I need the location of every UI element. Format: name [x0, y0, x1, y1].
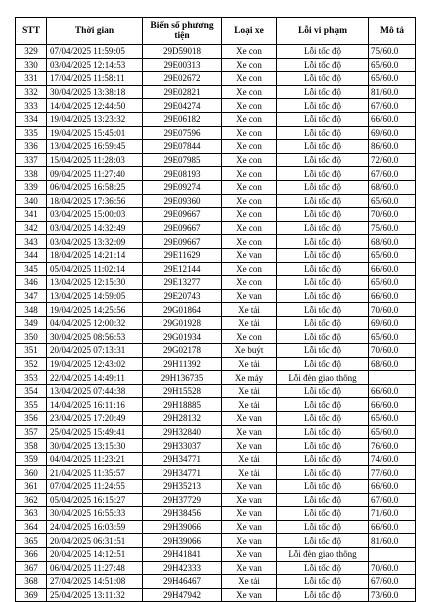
cell-violation: Lỗi tốc độ — [277, 384, 369, 398]
table-row — [16, 439, 416, 453]
cell-vehicle-type: Xe van — [222, 248, 277, 262]
cell-plate: 29H34771 — [143, 452, 222, 466]
table-row — [16, 534, 416, 548]
cell-plate: 29E09667 — [143, 235, 222, 249]
cell-stt: 335 — [16, 126, 47, 140]
table-row — [16, 208, 416, 222]
cell-description: 74/60.0 — [369, 452, 416, 466]
cell-time: 03/04/2025 13:32:09 — [47, 235, 143, 249]
cell-violation: Lỗi tốc độ — [277, 425, 369, 439]
table-row — [16, 371, 416, 385]
cell-description: 66/60.0 — [369, 384, 416, 398]
cell-description: 72/60.0 — [369, 153, 416, 167]
cell-violation: Lỗi tốc độ — [277, 208, 369, 222]
cell-violation: Lỗi tốc độ — [277, 561, 369, 575]
cell-vehicle-type: Xe van — [222, 547, 277, 561]
cell-violation: Lỗi tốc độ — [277, 235, 369, 249]
cell-vehicle-type: Xe con — [222, 112, 277, 126]
cell-stt: 336 — [16, 140, 47, 154]
table-row — [16, 112, 416, 126]
cell-time: 23/04/2025 17:20:49 — [47, 412, 143, 426]
cell-time: 05/04/2025 11:02:14 — [47, 262, 143, 276]
cell-stt: 332 — [16, 85, 47, 99]
cell-stt: 357 — [16, 425, 47, 439]
cell-time: 30/04/2025 13:15:30 — [47, 439, 143, 453]
cell-violation: Lỗi tốc độ — [277, 140, 369, 154]
cell-violation: Lỗi tốc độ — [277, 452, 369, 466]
cell-stt: 344 — [16, 248, 47, 262]
cell-plate: 29E07985 — [143, 153, 222, 167]
table-row — [16, 480, 416, 494]
cell-plate: 29G01934 — [143, 330, 222, 344]
cell-vehicle-type: Xe van — [222, 520, 277, 534]
table-row — [16, 126, 416, 140]
cell-violation: Lỗi tốc độ — [277, 112, 369, 126]
cell-violation: Lỗi tốc độ — [277, 276, 369, 290]
cell-vehicle-type: Xe tải — [222, 384, 277, 398]
table-row — [16, 235, 416, 249]
cell-violation: Lỗi tốc độ — [277, 289, 369, 303]
cell-plate: 29H42333 — [143, 561, 222, 575]
cell-plate: 29E09360 — [143, 194, 222, 208]
cell-violation: Lỗi tốc độ — [277, 99, 369, 113]
header-violation: Lỗi vi phạm — [277, 18, 369, 45]
cell-violation: Lỗi tốc độ — [277, 126, 369, 140]
cell-vehicle-type: Xe van — [222, 507, 277, 521]
table-row — [16, 167, 416, 181]
table-row — [16, 153, 416, 167]
cell-description: 66/60.0 — [369, 112, 416, 126]
cell-time: 13/04/2025 07:44:38 — [47, 384, 143, 398]
cell-description: 66/60.0 — [369, 480, 416, 494]
cell-violation: Lỗi tốc độ — [277, 248, 369, 262]
cell-plate: 29H34771 — [143, 466, 222, 480]
cell-time: 21/04/2025 11:35:57 — [47, 466, 143, 480]
cell-violation: Lỗi tốc độ — [277, 439, 369, 453]
cell-vehicle-type: Xe con — [222, 194, 277, 208]
cell-plate: 29H15528 — [143, 384, 222, 398]
cell-time: 19/04/2025 12:43:02 — [47, 357, 143, 371]
table-row — [16, 289, 416, 303]
cell-description: 66/60.0 — [369, 289, 416, 303]
cell-stt: 356 — [16, 412, 47, 426]
cell-plate: 29H35213 — [143, 480, 222, 494]
cell-stt: 339 — [16, 180, 47, 194]
cell-time: 03/04/2025 12:14:53 — [47, 58, 143, 72]
cell-vehicle-type: Xe con — [222, 99, 277, 113]
cell-time: 04/04/2025 12:00:32 — [47, 316, 143, 330]
cell-violation: Lỗi tốc độ — [277, 534, 369, 548]
table-row — [16, 547, 416, 561]
cell-time: 20/04/2025 14:12:51 — [47, 547, 143, 561]
table-row — [16, 520, 416, 534]
cell-vehicle-type: Xe van — [222, 412, 277, 426]
table-row — [16, 384, 416, 398]
table-row — [16, 330, 416, 344]
cell-vehicle-type: Xe buýt — [222, 344, 277, 358]
cell-stt: 341 — [16, 208, 47, 222]
cell-description: 81/60.0 — [369, 85, 416, 99]
cell-time: 14/04/2025 16:11:16 — [47, 398, 143, 412]
cell-plate: 29H37729 — [143, 493, 222, 507]
cell-description: 81/60.0 — [369, 534, 416, 548]
cell-time: 15/04/2025 11:28:03 — [47, 153, 143, 167]
cell-description: 70/60.0 — [369, 344, 416, 358]
cell-plate: 29D59018 — [143, 45, 222, 59]
table-row — [16, 493, 416, 507]
cell-description: 65/60.0 — [369, 72, 416, 86]
cell-violation: Lỗi tốc độ — [277, 398, 369, 412]
cell-violation: Lỗi tốc độ — [277, 507, 369, 521]
header-row — [16, 18, 416, 45]
cell-plate: 29E07844 — [143, 140, 222, 154]
table-row — [16, 262, 416, 276]
cell-description: 67/60.0 — [369, 167, 416, 181]
cell-time: 13/04/2025 12:15:30 — [47, 276, 143, 290]
header-time: Thời gian — [47, 18, 143, 45]
cell-plate: 29H32840 — [143, 425, 222, 439]
cell-time: 30/04/2025 16:55:33 — [47, 507, 143, 521]
cell-stt: 337 — [16, 153, 47, 167]
cell-stt: 366 — [16, 547, 47, 561]
cell-description: 86/60.0 — [369, 140, 416, 154]
table-row — [16, 58, 416, 72]
table-row — [16, 425, 416, 439]
cell-violation: Lỗi tốc độ — [277, 85, 369, 99]
cell-description — [369, 547, 416, 561]
table-row — [16, 398, 416, 412]
cell-plate: 29E02672 — [143, 72, 222, 86]
cell-violation: Lỗi tốc độ — [277, 262, 369, 276]
cell-violation: Lỗi tốc độ — [277, 316, 369, 330]
cell-stt: 365 — [16, 534, 47, 548]
cell-time: 19/04/2025 13:23:32 — [47, 112, 143, 126]
cell-vehicle-type: Xe con — [222, 85, 277, 99]
cell-description: 68/60.0 — [369, 357, 416, 371]
cell-time: 09/04/2025 11:27:40 — [47, 167, 143, 181]
cell-description: 75/60.0 — [369, 45, 416, 59]
cell-description: 67/60.0 — [369, 575, 416, 589]
header-plate: Biển số phương tiện — [143, 18, 222, 45]
cell-stt: 363 — [16, 507, 47, 521]
cell-plate: 29H136735 — [143, 371, 222, 385]
cell-vehicle-type: Xe van — [222, 289, 277, 303]
cell-description: 65/60.0 — [369, 412, 416, 426]
cell-stt: 361 — [16, 480, 47, 494]
cell-violation: Lỗi tốc độ — [277, 180, 369, 194]
cell-time: 13/04/2025 14:59:05 — [47, 289, 143, 303]
table-row — [16, 180, 416, 194]
cell-time: 30/04/2025 08:56:53 — [47, 330, 143, 344]
cell-violation: Lỗi tốc độ — [277, 344, 369, 358]
cell-stt: 342 — [16, 221, 47, 235]
cell-time: 18/04/2025 14:21:14 — [47, 248, 143, 262]
cell-vehicle-type: Xe tải — [222, 575, 277, 589]
cell-violation: Lỗi tốc độ — [277, 480, 369, 494]
table-row — [16, 221, 416, 235]
cell-plate: 29G01928 — [143, 316, 222, 330]
cell-violation: Lỗi tốc độ — [277, 167, 369, 181]
cell-time: 24/04/2025 16:03:59 — [47, 520, 143, 534]
cell-stt: 349 — [16, 316, 47, 330]
table-body — [16, 45, 416, 602]
table-row — [16, 85, 416, 99]
table-row — [16, 194, 416, 208]
cell-description: 65/60.0 — [369, 276, 416, 290]
cell-description: 65/60.0 — [369, 194, 416, 208]
cell-stt: 334 — [16, 112, 47, 126]
table-row — [16, 45, 416, 59]
cell-plate: 29E11629 — [143, 248, 222, 262]
cell-plate: 29H47942 — [143, 588, 222, 602]
violations-table — [15, 17, 416, 602]
header-vehicle-type: Loại xe — [222, 18, 277, 45]
cell-violation: Lỗi tốc độ — [277, 493, 369, 507]
cell-vehicle-type: Xe van — [222, 425, 277, 439]
cell-description: 65/60.0 — [369, 330, 416, 344]
cell-description: 77/60.0 — [369, 466, 416, 480]
table-row — [16, 248, 416, 262]
cell-time: 03/04/2025 14:32:49 — [47, 221, 143, 235]
cell-plate: 29E09667 — [143, 221, 222, 235]
cell-stt: 333 — [16, 99, 47, 113]
cell-plate: 29H39066 — [143, 534, 222, 548]
cell-time: 25/04/2025 13:11:32 — [47, 588, 143, 602]
cell-time: 25/04/2025 15:49:41 — [47, 425, 143, 439]
cell-vehicle-type: Xe con — [222, 153, 277, 167]
cell-description: 68/60.0 — [369, 235, 416, 249]
table-row — [16, 357, 416, 371]
cell-vehicle-type: Xe con — [222, 262, 277, 276]
cell-time: 20/04/2025 07:13:31 — [47, 344, 143, 358]
cell-time: 19/04/2025 14:25:56 — [47, 303, 143, 317]
cell-vehicle-type: Xe tải — [222, 357, 277, 371]
cell-plate: 29E09667 — [143, 208, 222, 222]
cell-plate: 29E08193 — [143, 167, 222, 181]
cell-stt: 367 — [16, 561, 47, 575]
cell-violation: Lỗi đèn giao thông — [277, 371, 369, 385]
cell-description: 70/60.0 — [369, 208, 416, 222]
table-row — [16, 412, 416, 426]
cell-description: 69/60.0 — [369, 126, 416, 140]
cell-plate: 29E07596 — [143, 126, 222, 140]
cell-stt: 330 — [16, 58, 47, 72]
cell-stt: 340 — [16, 194, 47, 208]
cell-plate: 29E04274 — [143, 99, 222, 113]
cell-stt: 348 — [16, 303, 47, 317]
cell-time: 07/04/2025 11:24:55 — [47, 480, 143, 494]
cell-description: 66/60.0 — [369, 262, 416, 276]
cell-plate: 29E20743 — [143, 289, 222, 303]
cell-stt: 353 — [16, 371, 47, 385]
cell-description: 75/60.0 — [369, 221, 416, 235]
cell-description: 66/60.0 — [369, 520, 416, 534]
cell-time: 27/04/2025 14:51:08 — [47, 575, 143, 589]
cell-vehicle-type: Xe con — [222, 126, 277, 140]
cell-stt: 329 — [16, 45, 47, 59]
cell-vehicle-type: Xe van — [222, 480, 277, 494]
table-row — [16, 99, 416, 113]
cell-plate: 29E06182 — [143, 112, 222, 126]
cell-time: 14/04/2025 12:44:50 — [47, 99, 143, 113]
cell-violation: Lỗi tốc độ — [277, 575, 369, 589]
table-row — [16, 72, 416, 86]
cell-vehicle-type: Xe tải — [222, 398, 277, 412]
cell-vehicle-type: Xe con — [222, 208, 277, 222]
cell-stt: 343 — [16, 235, 47, 249]
cell-violation: Lỗi tốc độ — [277, 330, 369, 344]
cell-vehicle-type: Xe tải — [222, 466, 277, 480]
cell-vehicle-type: Xe con — [222, 180, 277, 194]
cell-vehicle-type: Xe van — [222, 439, 277, 453]
cell-plate: 29H46467 — [143, 575, 222, 589]
cell-plate: 29H39066 — [143, 520, 222, 534]
cell-time: 03/04/2025 15:00:03 — [47, 208, 143, 222]
cell-stt: 352 — [16, 357, 47, 371]
cell-stt: 362 — [16, 493, 47, 507]
cell-plate: 29E09274 — [143, 180, 222, 194]
cell-plate: 29E02821 — [143, 85, 222, 99]
cell-vehicle-type: Xe con — [222, 58, 277, 72]
cell-stt: 347 — [16, 289, 47, 303]
cell-violation: Lỗi tốc độ — [277, 45, 369, 59]
cell-plate: 29H11392 — [143, 357, 222, 371]
cell-time: 05/04/2025 16:15:27 — [47, 493, 143, 507]
cell-stt: 369 — [16, 588, 47, 602]
cell-time: 07/04/2025 11:59:05 — [47, 45, 143, 59]
cell-time: 20/04/2025 06:31:51 — [47, 534, 143, 548]
cell-violation: Lỗi tốc độ — [277, 221, 369, 235]
table-row — [16, 303, 416, 317]
cell-vehicle-type: Xe van — [222, 588, 277, 602]
cell-vehicle-type: Xe con — [222, 221, 277, 235]
cell-plate: 29H18885 — [143, 398, 222, 412]
cell-stt: 354 — [16, 384, 47, 398]
cell-violation: Lỗi tốc độ — [277, 153, 369, 167]
table-row — [16, 276, 416, 290]
table-row — [16, 140, 416, 154]
cell-vehicle-type: Xe van — [222, 534, 277, 548]
cell-violation: Lỗi tốc độ — [277, 357, 369, 371]
cell-plate: 29H28132 — [143, 412, 222, 426]
cell-stt: 355 — [16, 398, 47, 412]
cell-vehicle-type: Xe tải — [222, 452, 277, 466]
cell-description: 66/60.0 — [369, 398, 416, 412]
cell-description: 65/60.0 — [369, 425, 416, 439]
cell-description — [369, 371, 416, 385]
table-row — [16, 316, 416, 330]
cell-vehicle-type: Xe con — [222, 276, 277, 290]
table-row — [16, 452, 416, 466]
cell-description: 69/60.0 — [369, 316, 416, 330]
cell-description: 71/60.0 — [369, 507, 416, 521]
cell-plate: 29E00313 — [143, 58, 222, 72]
cell-plate: 29G01864 — [143, 303, 222, 317]
table-row — [16, 466, 416, 480]
cell-stt: 345 — [16, 262, 47, 276]
cell-vehicle-type: Xe con — [222, 140, 277, 154]
cell-time: 06/04/2025 11:27:48 — [47, 561, 143, 575]
cell-vehicle-type: Xe con — [222, 330, 277, 344]
cell-stt: 350 — [16, 330, 47, 344]
cell-stt: 364 — [16, 520, 47, 534]
table-row — [16, 344, 416, 358]
cell-plate: 29G02178 — [143, 344, 222, 358]
cell-description: 65/60.0 — [369, 58, 416, 72]
cell-time: 30/04/2025 13:38:18 — [47, 85, 143, 99]
cell-time: 18/04/2025 17:36:56 — [47, 194, 143, 208]
cell-description: 65/60.0 — [369, 248, 416, 262]
cell-time: 17/04/2025 11:58:11 — [47, 72, 143, 86]
cell-vehicle-type: Xe tải — [222, 316, 277, 330]
cell-description: 68/60.0 — [369, 180, 416, 194]
cell-stt: 368 — [16, 575, 47, 589]
cell-description: 67/60.0 — [369, 493, 416, 507]
table-row — [16, 575, 416, 589]
cell-stt: 358 — [16, 439, 47, 453]
cell-description: 76/60.0 — [369, 439, 416, 453]
cell-plate: 29H41841 — [143, 547, 222, 561]
cell-stt: 360 — [16, 466, 47, 480]
cell-time: 06/04/2025 16:58:25 — [47, 180, 143, 194]
cell-time: 22/04/2025 14:49:11 — [47, 371, 143, 385]
cell-description: 70/60.0 — [369, 561, 416, 575]
cell-violation: Lỗi tốc độ — [277, 194, 369, 208]
cell-violation: Lỗi đèn giao thông — [277, 547, 369, 561]
cell-vehicle-type: Xe van — [222, 561, 277, 575]
cell-violation: Lỗi tốc độ — [277, 412, 369, 426]
cell-plate: 29H38456 — [143, 507, 222, 521]
cell-stt: 359 — [16, 452, 47, 466]
header-stt: STT — [16, 18, 47, 45]
cell-violation: Lỗi tốc độ — [277, 303, 369, 317]
cell-stt: 331 — [16, 72, 47, 86]
cell-violation: Lỗi tốc độ — [277, 520, 369, 534]
cell-time: 13/04/2025 16:59:45 — [47, 140, 143, 154]
cell-vehicle-type: Xe van — [222, 493, 277, 507]
cell-vehicle-type: Xe máy — [222, 371, 277, 385]
cell-vehicle-type: Xe con — [222, 235, 277, 249]
cell-description: 70/60.0 — [369, 303, 416, 317]
header-description: Mô tả — [369, 18, 416, 45]
cell-plate: 29H33037 — [143, 439, 222, 453]
cell-vehicle-type: Xe con — [222, 72, 277, 86]
cell-description: 67/60.0 — [369, 99, 416, 113]
cell-vehicle-type: Xe con — [222, 45, 277, 59]
table-row — [16, 507, 416, 521]
cell-plate: 29E13277 — [143, 276, 222, 290]
cell-vehicle-type: Xe tải — [222, 303, 277, 317]
cell-stt: 338 — [16, 167, 47, 181]
cell-stt: 351 — [16, 344, 47, 358]
cell-plate: 29E12144 — [143, 262, 222, 276]
cell-description: 73/60.0 — [369, 588, 416, 602]
cell-stt: 346 — [16, 276, 47, 290]
cell-time: 19/04/2025 15:45:01 — [47, 126, 143, 140]
cell-vehicle-type: Xe con — [222, 167, 277, 181]
cell-violation: Lỗi tốc độ — [277, 588, 369, 602]
cell-violation: Lỗi tốc độ — [277, 58, 369, 72]
cell-violation: Lỗi tốc độ — [277, 72, 369, 86]
cell-time: 04/04/2025 11:23:21 — [47, 452, 143, 466]
cell-violation: Lỗi tốc độ — [277, 466, 369, 480]
table-row — [16, 561, 416, 575]
table-header — [16, 18, 416, 45]
